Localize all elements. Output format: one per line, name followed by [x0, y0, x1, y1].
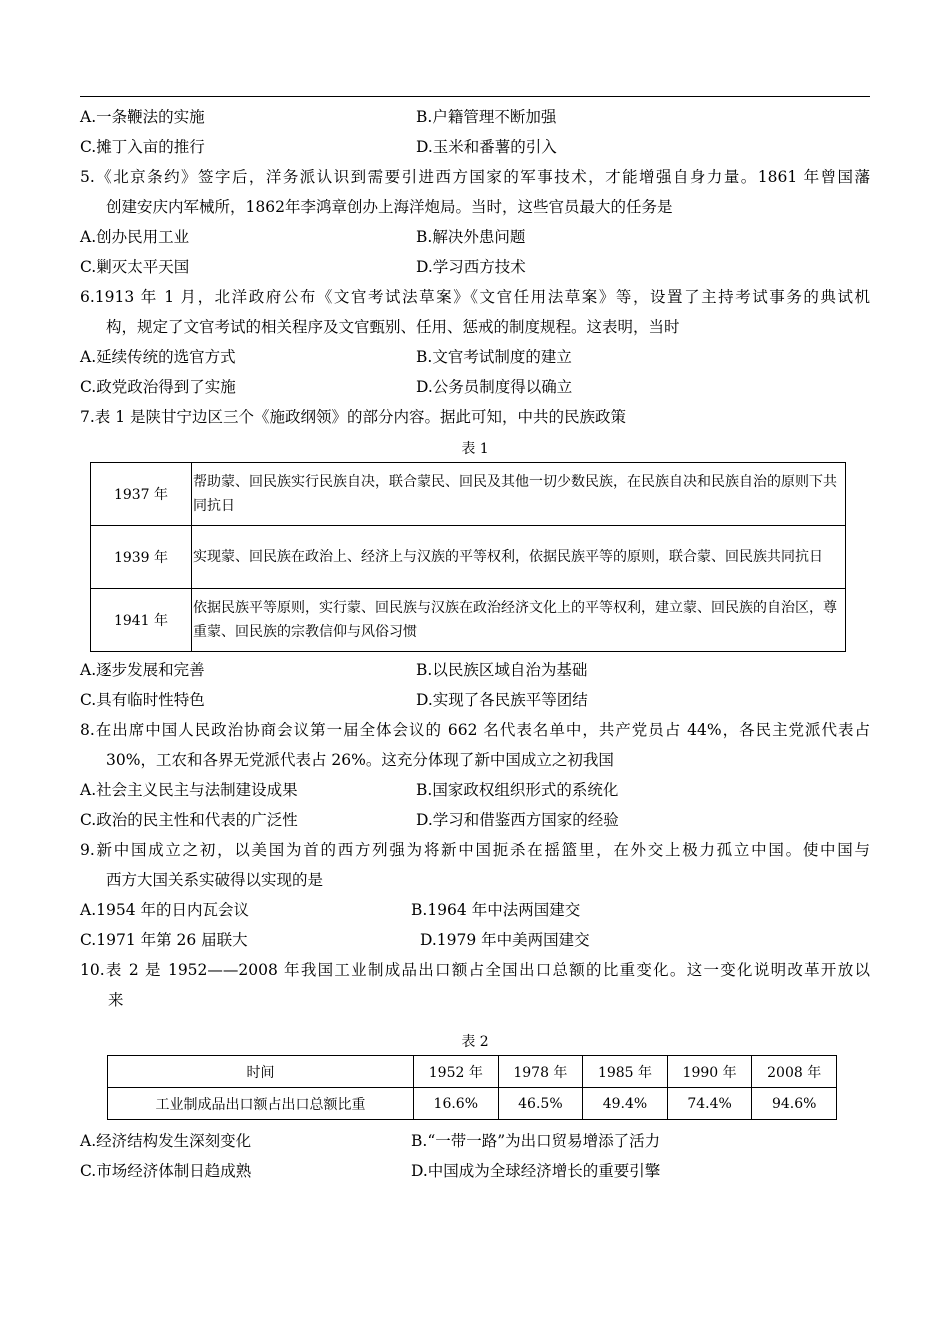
table2 — [107, 1055, 837, 1120]
table2-cell: 工业制成品出口额占出口总额比重 — [108, 1088, 414, 1120]
q9-option-a: A.1954 年的日内瓦会议 — [80, 901, 249, 919]
q8-option-b: B.国家政权组织形式的系统化 — [416, 781, 619, 799]
q4-option-a: A.一条鞭法的实施 — [80, 108, 205, 126]
q6-options-row2 — [80, 372, 870, 402]
table1-row — [91, 589, 846, 652]
table1-text: 帮助蒙、回民族实行民族自决，联合蒙民、回民及其他一切少数民族，在民族自决和民族自治的原则下共同抗日 — [192, 463, 846, 526]
q8-options-row2 — [80, 805, 870, 835]
q7-option-c: C.具有临时性特色 — [80, 691, 205, 709]
q7-options-row2 — [80, 685, 870, 715]
q6-stem-line1: 6.1913 年 1 月，北洋政府公布《文官考试法草案》《文官任用法草案》等，设置了主持考试事务的典试机 — [80, 288, 870, 306]
q8-option-d: D.学习和借鉴西方国家的经验 — [416, 811, 619, 829]
q4-option-b: B.户籍管理不断加强 — [416, 108, 557, 126]
q9-options-row1 — [80, 895, 870, 925]
table2-cell: 46.5% — [498, 1088, 583, 1120]
q8-stem-line1: 8.在出席中国人民政治协商会议第一届全体会议的 662 名代表名单中，共产党员占 44%，各民主党派代表占 — [80, 721, 870, 739]
q7-option-d: D.实现了各民族平等团结 — [416, 691, 588, 709]
questions-content — [80, 104, 870, 1186]
table2-header-cell: 1985 年 — [583, 1056, 668, 1088]
q6-option-b: B.文官考试制度的建立 — [416, 348, 572, 366]
q7-stem-line1: 7.表 1 是陕甘宁边区三个《施政纲领》的部分内容。据此可知，中共的民族政策 — [80, 408, 627, 426]
table2-cell: 94.6% — [752, 1088, 837, 1120]
q7-option-b: B.以民族区域自治为基础 — [416, 661, 588, 679]
q5-options-row1 — [80, 222, 870, 252]
q9-option-d: D.1979 年中美两国建交 — [420, 931, 590, 949]
q9-options-row2 — [80, 925, 870, 955]
table2-header-cell: 1978 年 — [498, 1056, 583, 1088]
q10-options-row1 — [80, 1126, 870, 1156]
q5-option-b: B.解决外患问题 — [416, 228, 526, 246]
q6-options-row1 — [80, 342, 870, 372]
table2-header-cell: 时间 — [108, 1056, 414, 1088]
q8-option-a: A.社会主义民主与法制建设成果 — [80, 781, 298, 799]
q4-options-row1 — [80, 102, 870, 132]
table1-row — [91, 463, 846, 526]
q6-option-a: A.延续传统的选官方式 — [80, 348, 236, 366]
table2-caption: 表 2 — [461, 1034, 489, 1050]
table1-row — [91, 526, 846, 589]
q9-option-b: B.1964 年中法两国建交 — [411, 901, 581, 919]
q9-option-c: C.1971 年第 26 届联大 — [80, 931, 248, 949]
q9-stem-line2: 西方大国关系实破得以实现的是 — [106, 871, 324, 889]
table1 — [90, 462, 846, 652]
table2-header-cell: 1990 年 — [667, 1056, 752, 1088]
q10-stem-line2: 来 — [108, 991, 124, 1009]
table2-cell: 16.6% — [414, 1088, 499, 1120]
q10-option-c: C.市场经济体制日趋成熟 — [80, 1162, 252, 1180]
q5-options-row2 — [80, 252, 870, 282]
table1-text: 依据民族平等原则，实行蒙、回民族与汉族在政治经济文化上的平等权利，建立蒙、回民族的自治区，尊重蒙、回民族的宗教信仰与风俗习惯 — [192, 589, 846, 652]
q5-stem-line1: 5.《北京条约》签字后，洋务派认识到需要引进西方国家的军事技术，才能增强自身力量。1861 年曾国藩 — [80, 168, 870, 186]
q10-option-d: D.中国成为全球经济增长的重要引擎 — [411, 1162, 661, 1180]
q8-stem-line2: 30%，工农和各界无党派代表占 26%。这充分体现了新中国成立之初我国 — [106, 751, 614, 769]
q10-option-b: B.“一带一路”为出口贸易增添了活力 — [411, 1132, 661, 1150]
q4-option-d: D.玉米和番薯的引入 — [416, 138, 557, 156]
q10-options-row2 — [80, 1156, 870, 1186]
q6-option-d: D.公务员制度得以确立 — [416, 378, 573, 396]
header-rule — [80, 96, 870, 97]
q10-option-a: A.经济结构发生深刻变化 — [80, 1132, 252, 1150]
table2-header-row — [108, 1056, 837, 1088]
q5-stem-line2: 创建安庆内军械所，1862年李鸿章创办上海洋炮局。当时，这些官员最大的任务是 — [106, 198, 673, 216]
q7-options-row1 — [80, 655, 870, 685]
q9-stem-line1: 9.新中国成立之初，以美国为首的西方列强为将新中国扼杀在摇篮里，在外交上极力孤立中国。使中国与 — [80, 841, 870, 859]
q8-options-row1 — [80, 775, 870, 805]
table2-cell: 49.4% — [583, 1088, 668, 1120]
table1-text: 实现蒙、回民族在政治上、经济上与汉族的平等权利，依据民族平等的原则，联合蒙、回民族共同抗日 — [192, 526, 846, 589]
q4-options-row2 — [80, 132, 870, 162]
table1-year: 1941 年 — [91, 589, 192, 652]
q6-stem-line2: 构，规定了文官考试的相关程序及文官甄别、任用、惩戒的制度规程。这表明，当时 — [106, 318, 680, 336]
q6-option-c: C.政党政治得到了实施 — [80, 378, 236, 396]
q5-option-d: D.学习西方技术 — [416, 258, 526, 276]
table2-header-cell: 1952 年 — [414, 1056, 499, 1088]
table1-caption: 表 1 — [461, 441, 489, 457]
q4-option-c: C.摊丁入亩的推行 — [80, 138, 205, 156]
q7-option-a: A.逐步发展和完善 — [80, 661, 205, 679]
q8-option-c: C.政治的民主性和代表的广泛性 — [80, 811, 298, 829]
q10-stem-line1: 10.表 2 是 1952——2008 年我国工业制成品出口额占全国出口总额的比重变化。这一变化说明改革开放以 — [80, 961, 870, 979]
q5-option-c: C.剿灭太平天国 — [80, 258, 190, 276]
table1-year: 1939 年 — [91, 526, 192, 589]
table1-year: 1937 年 — [91, 463, 192, 526]
table2-cell: 74.4% — [667, 1088, 752, 1120]
table2-header-cell: 2008 年 — [752, 1056, 837, 1088]
q5-option-a: A.创办民用工业 — [80, 228, 190, 246]
table2-data-row — [108, 1088, 837, 1120]
